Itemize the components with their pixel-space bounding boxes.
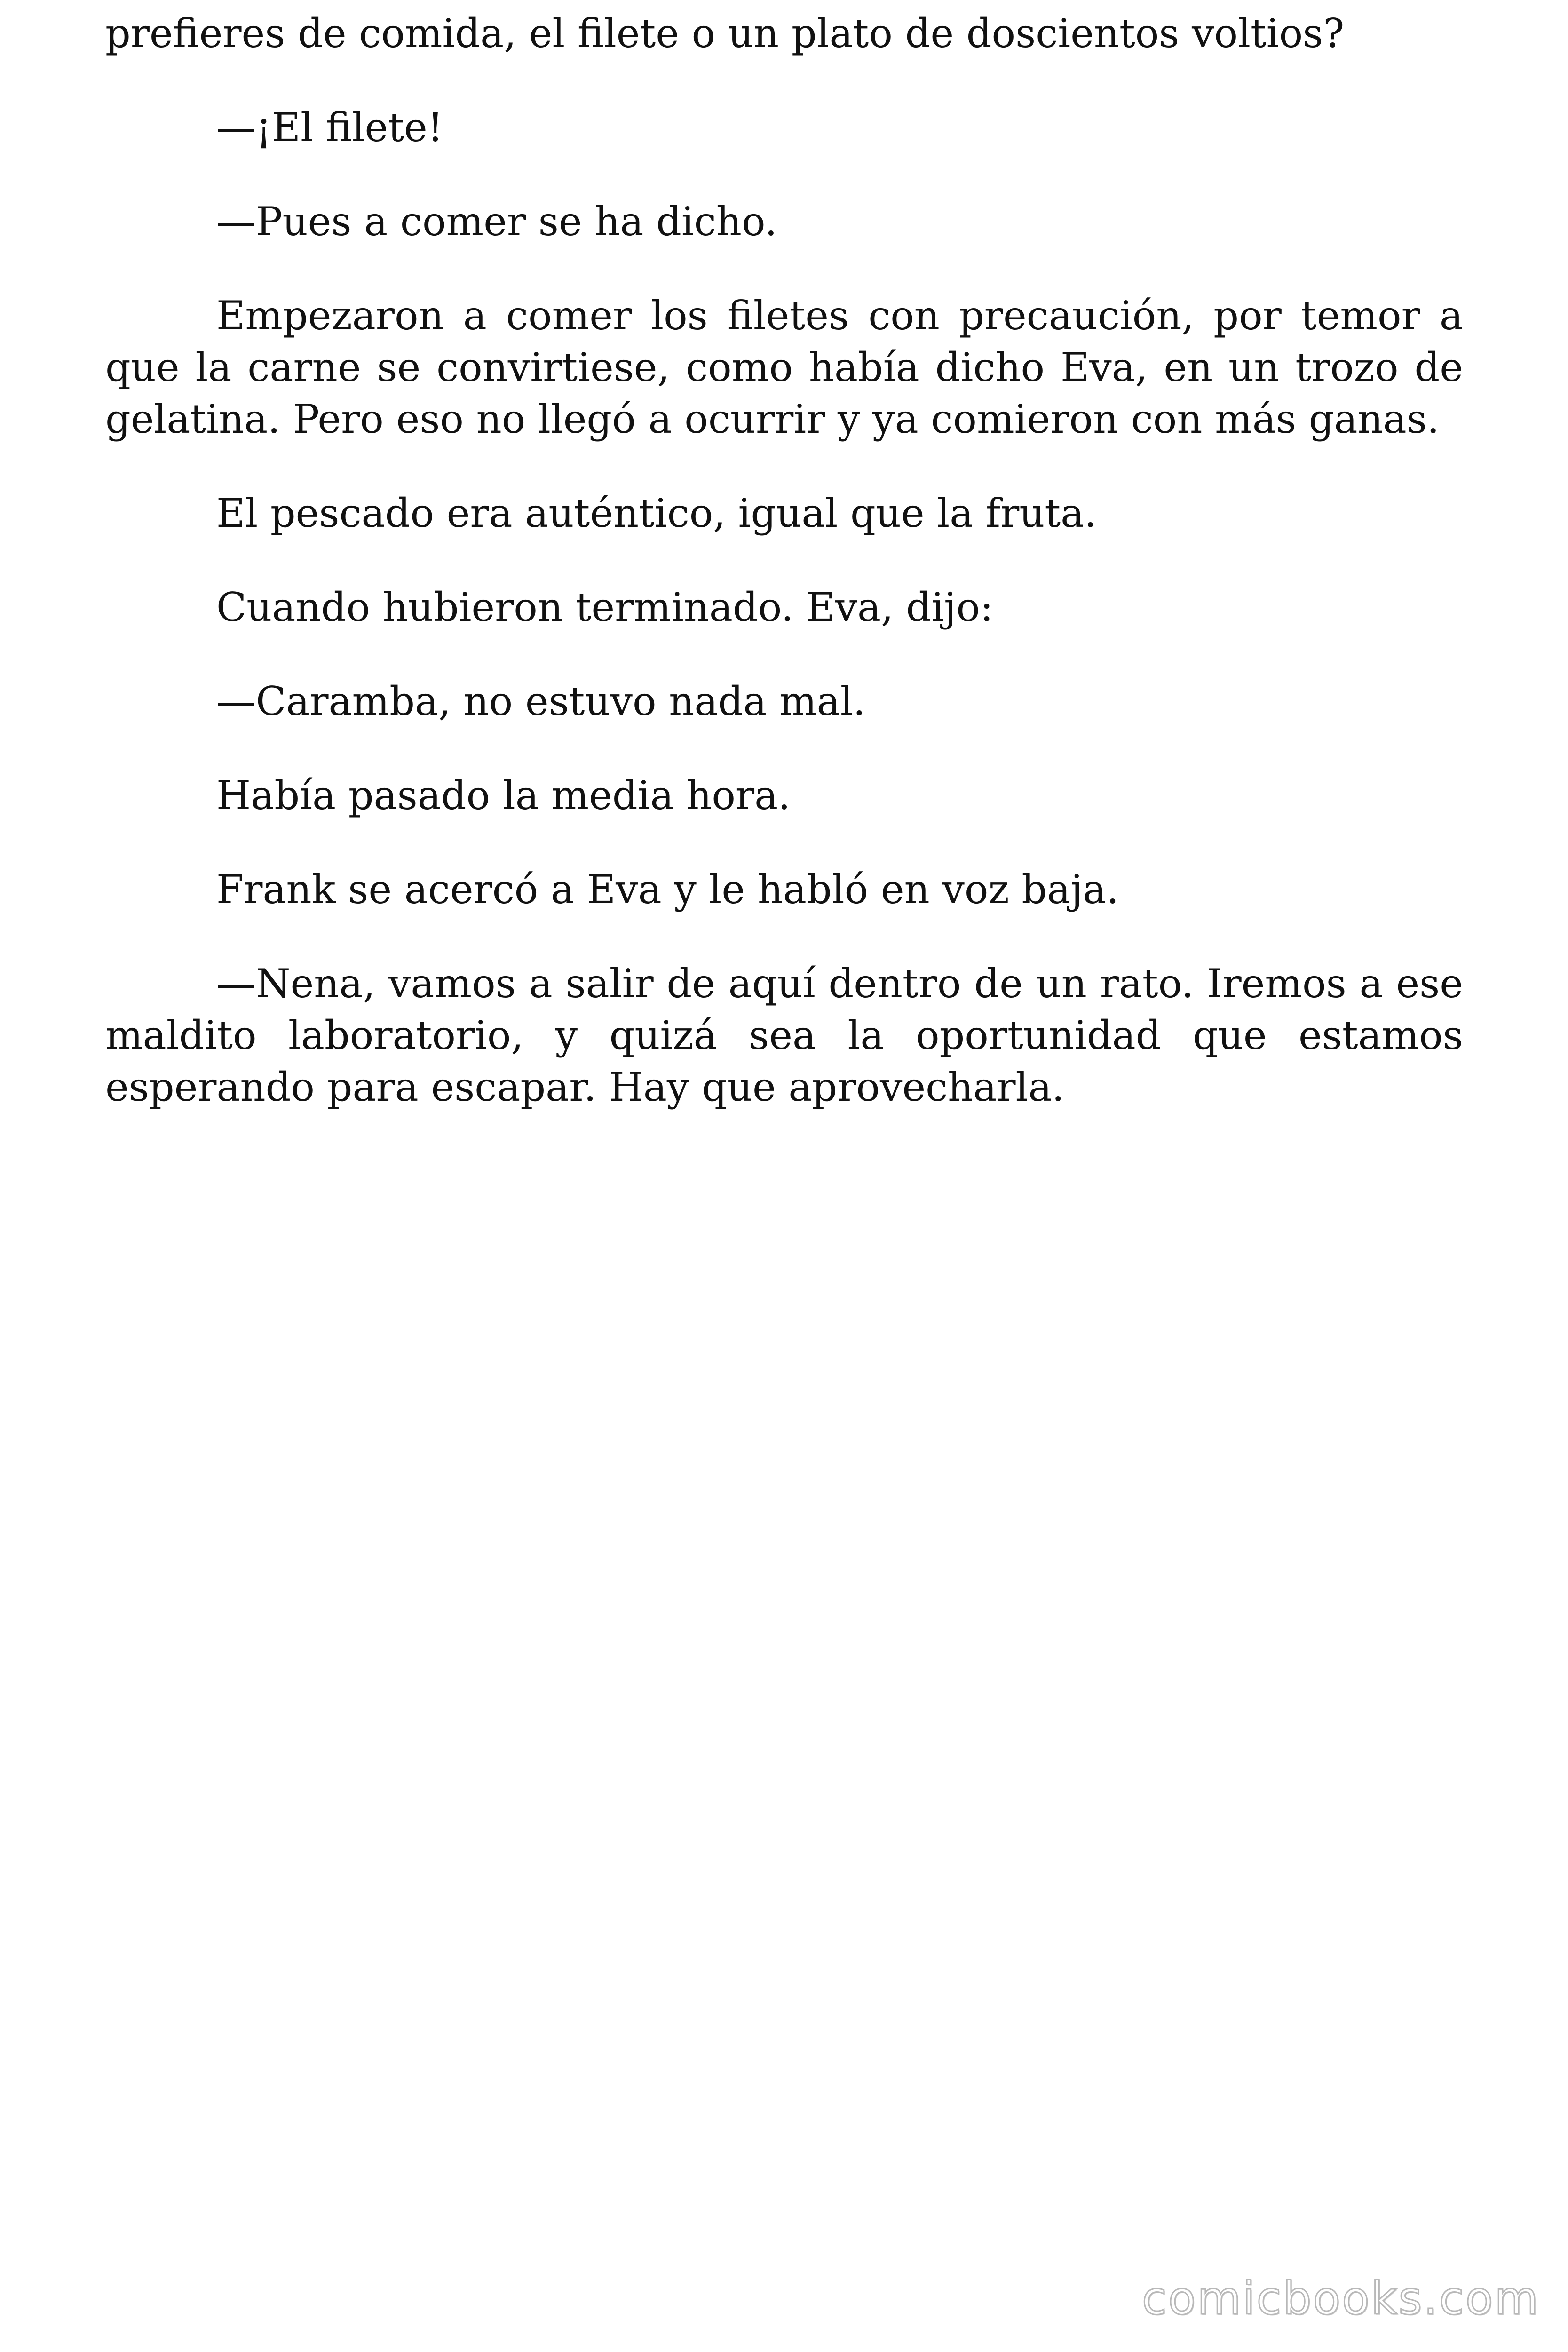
- paragraph-narration: Había pasado la media hora.: [216, 772, 791, 818]
- body-text: [105, 8, 1463, 1113]
- paragraph-dialogue: —Pues a comer se ha dicho.: [216, 199, 777, 245]
- watermark-logo: comicbooks.com: [1141, 2272, 1540, 2325]
- paragraph-dialogue: —Nena, vamos a salir de aquí dentro de un rato. Iremos a ese maldito laboratorio, y quizá sea la oportunidad que estamos esperando para escapar. Hay que aprovecharla.: [105, 961, 1463, 1110]
- paragraph-continuation: prefieres de comida, el filete o un plato de doscientos voltios?: [105, 10, 1345, 56]
- paragraph-dialogue: —Caramba, no estuvo nada mal.: [216, 678, 866, 724]
- paragraph-narration: Empezaron a comer los filetes con precaución, por temor a que la carne se convirtiese, como había dicho Eva, en un trozo de gelatina. Pero eso no llegó a ocurrir y ya comieron con más ganas.: [105, 293, 1463, 442]
- paragraph-narration: Cuando hubieron terminado. Eva, dijo:: [216, 584, 994, 630]
- paragraph-dialogue: —¡El filete!: [216, 104, 443, 151]
- paragraph-narration: El pescado era auténtico, igual que la fruta.: [216, 490, 1097, 536]
- paragraph-narration: Frank se acercó a Eva y le habló en voz baja.: [216, 866, 1119, 913]
